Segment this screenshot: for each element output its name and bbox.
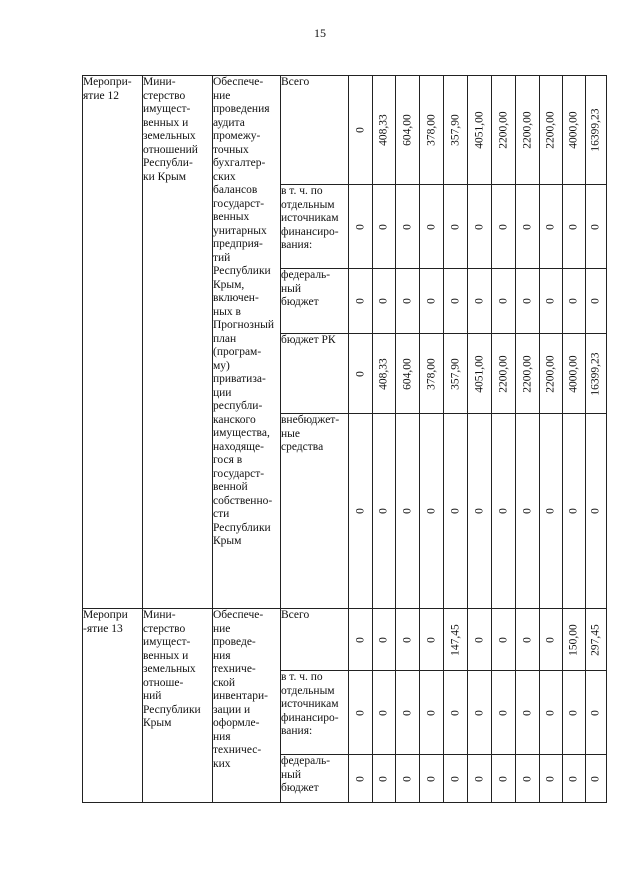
amount-cell xyxy=(516,269,540,334)
amount-cell xyxy=(396,334,420,414)
amount-cell xyxy=(540,334,563,414)
amount-value: 2200,00 xyxy=(496,354,509,393)
amount-value: 0 xyxy=(448,298,461,304)
amount-value: 0 xyxy=(544,709,557,716)
amount-value: 0 xyxy=(520,636,533,643)
amount-cell xyxy=(444,755,468,803)
amount-cell xyxy=(373,334,396,414)
amount-value: 0 xyxy=(377,636,390,643)
amount-cell xyxy=(373,609,396,671)
amount-value: 0 xyxy=(472,298,485,304)
amount-cell xyxy=(468,185,492,269)
amount-cell xyxy=(373,76,396,185)
amount-cell xyxy=(444,76,468,185)
amount-cell xyxy=(563,755,586,803)
amount-cell xyxy=(563,609,586,671)
amount-value: 0 xyxy=(353,223,366,230)
amount-value: 0 xyxy=(424,636,437,643)
amount-cell xyxy=(516,76,540,185)
amount-cell xyxy=(396,609,420,671)
amount-value: 2200,00 xyxy=(544,111,557,149)
amount-value: 0 xyxy=(496,709,509,716)
amount-value: 0 xyxy=(377,298,390,304)
amount-value: 0 xyxy=(377,709,390,716)
amount-cell xyxy=(468,334,492,414)
amount-value: 4051,00 xyxy=(472,354,485,393)
amount-value: 0 xyxy=(544,508,557,514)
amount-cell xyxy=(516,671,540,755)
amount-cell xyxy=(492,671,516,755)
amount-value: 357,90 xyxy=(448,114,461,146)
amount-cell xyxy=(444,185,468,269)
amount-value: 0 xyxy=(353,508,366,514)
amount-value: 0 xyxy=(377,775,390,782)
table-row xyxy=(83,609,607,671)
amount-cell xyxy=(373,185,396,269)
amount-value: 0 xyxy=(448,508,461,514)
amount-cell xyxy=(420,269,444,334)
amount-value: 0 xyxy=(520,508,533,514)
amount-cell xyxy=(540,76,563,185)
amount-value: 0 xyxy=(567,709,580,716)
amount-cell xyxy=(396,671,420,755)
amount-cell xyxy=(349,755,373,803)
amount-value: 0 xyxy=(400,709,413,716)
amount-cell xyxy=(349,334,373,414)
amount-value: 4051,00 xyxy=(472,111,485,149)
amount-cell xyxy=(444,334,468,414)
amount-cell xyxy=(349,609,373,671)
activity-description: Обеспече- ние проведения аудита промежу- точных бухгалтер- ских балансов государст- венных унитарных предприя- тий Республики Крым, включен- ных в Прогнозный план (програм- му) приватиза- ции республи- канского имущества, находяще- гося в государст- венной собственно- сти Республики Крым xyxy=(213,76,281,609)
amount-cell xyxy=(444,269,468,334)
amount-value: 0 xyxy=(496,298,509,304)
amount-cell xyxy=(540,414,563,609)
amount-cell xyxy=(540,671,563,755)
amount-cell xyxy=(349,671,373,755)
amount-value: 0 xyxy=(589,508,602,514)
amount-cell xyxy=(396,269,420,334)
amount-cell xyxy=(492,414,516,609)
amount-value: 0 xyxy=(496,223,509,230)
funding-source: федераль- ный бюджет xyxy=(281,755,349,803)
amount-cell xyxy=(492,185,516,269)
amount-value: 0 xyxy=(496,508,509,514)
amount-value: 0 xyxy=(448,223,461,230)
amount-value: 0 xyxy=(520,709,533,716)
amount-value: 0 xyxy=(472,508,485,514)
amount-cell xyxy=(563,334,586,414)
amount-value: 0 xyxy=(353,775,366,782)
amount-value: 0 xyxy=(377,508,390,514)
amount-value: 378,00 xyxy=(424,114,437,146)
amount-cell xyxy=(586,671,607,755)
activity-name: Меропри -ятие 13 xyxy=(83,609,143,803)
amount-value: 0 xyxy=(400,298,413,304)
amount-value: 357,90 xyxy=(448,357,461,390)
amount-cell xyxy=(420,76,444,185)
amount-cell xyxy=(373,755,396,803)
amount-value: 0 xyxy=(496,636,509,643)
amount-cell xyxy=(586,609,607,671)
amount-cell xyxy=(516,414,540,609)
amount-value: 0 xyxy=(567,223,580,230)
amount-cell xyxy=(586,185,607,269)
budget-table xyxy=(82,75,607,803)
amount-value: 604,00 xyxy=(400,357,413,390)
amount-cell xyxy=(396,76,420,185)
amount-value: 0 xyxy=(400,636,413,643)
amount-cell xyxy=(420,414,444,609)
amount-value: 0 xyxy=(544,636,557,643)
amount-value: 4000,00 xyxy=(567,354,580,393)
amount-cell xyxy=(492,76,516,185)
amount-cell xyxy=(373,671,396,755)
amount-value: 378,00 xyxy=(424,357,437,390)
amount-value: 0 xyxy=(589,298,602,304)
amount-value: 0 xyxy=(472,709,485,716)
amount-value: 0 xyxy=(424,508,437,514)
amount-cell xyxy=(540,269,563,334)
amount-cell xyxy=(563,414,586,609)
amount-cell xyxy=(444,414,468,609)
activity-description: Обеспече- ние проведе- ния техниче- ской инвентари- зации и оформле- ния техничес- ких xyxy=(213,609,281,803)
amount-cell xyxy=(586,755,607,803)
amount-value: 297,45 xyxy=(589,623,602,656)
amount-value: 0 xyxy=(400,508,413,514)
amount-value: 0 xyxy=(353,709,366,716)
amount-value: 0 xyxy=(424,223,437,230)
amount-value: 0 xyxy=(589,709,602,716)
table-row xyxy=(83,76,607,185)
amount-cell xyxy=(516,334,540,414)
amount-value: 2200,00 xyxy=(544,354,557,393)
amount-value: 0 xyxy=(520,223,533,230)
amount-cell xyxy=(396,185,420,269)
amount-value: 0 xyxy=(520,298,533,304)
amount-cell xyxy=(468,609,492,671)
amount-cell xyxy=(586,334,607,414)
amount-cell xyxy=(420,609,444,671)
amount-cell xyxy=(540,185,563,269)
amount-cell xyxy=(468,76,492,185)
amount-value: 0 xyxy=(424,298,437,304)
amount-value: 0 xyxy=(353,636,366,643)
funding-source: в т. ч. по отдельным источникам финансиро- вания: xyxy=(281,185,349,269)
table-body xyxy=(83,76,607,803)
amount-cell xyxy=(563,185,586,269)
funding-source: Всего xyxy=(281,609,349,671)
amount-value: 0 xyxy=(589,775,602,782)
amount-cell xyxy=(540,609,563,671)
amount-cell xyxy=(492,334,516,414)
page-number: 15 xyxy=(314,26,326,40)
funding-source: внебюджет- ные средства xyxy=(281,414,349,609)
amount-cell xyxy=(563,76,586,185)
amount-cell xyxy=(420,671,444,755)
amount-cell xyxy=(540,755,563,803)
amount-value: 0 xyxy=(544,223,557,230)
funding-source: в т. ч. по отдельным источникам финансиро- вания: xyxy=(281,671,349,755)
amount-cell xyxy=(516,609,540,671)
amount-value: 0 xyxy=(448,709,461,716)
activity-executor: Мини- стерство имущест- венных и земельных отношений Республи- ки Крым xyxy=(143,76,213,609)
amount-value: 0 xyxy=(496,775,509,782)
amount-cell xyxy=(563,269,586,334)
amount-value: 0 xyxy=(424,775,437,782)
amount-cell xyxy=(516,185,540,269)
amount-cell xyxy=(373,414,396,609)
funding-source: бюджет РК xyxy=(281,334,349,414)
amount-cell xyxy=(492,755,516,803)
amount-value: 16399,23 xyxy=(589,108,602,152)
amount-value: 0 xyxy=(400,775,413,782)
amount-cell xyxy=(444,609,468,671)
amount-value: 0 xyxy=(424,709,437,716)
amount-cell xyxy=(516,755,540,803)
amount-value: 0 xyxy=(472,223,485,230)
amount-value: 0 xyxy=(377,223,390,230)
amount-value: 408,33 xyxy=(377,114,390,146)
amount-cell xyxy=(468,671,492,755)
amount-value: 0 xyxy=(448,775,461,782)
funding-source: федераль- ный бюджет xyxy=(281,269,349,334)
amount-value: 0 xyxy=(520,775,533,782)
funding-source: Всего xyxy=(281,76,349,185)
amount-value: 150,00 xyxy=(567,623,580,656)
amount-value: 0 xyxy=(400,223,413,230)
amount-value: 604,00 xyxy=(400,114,413,146)
amount-value: 0 xyxy=(353,370,366,377)
amount-cell xyxy=(444,671,468,755)
amount-cell xyxy=(563,671,586,755)
amount-cell xyxy=(396,414,420,609)
amount-cell xyxy=(586,414,607,609)
amount-value: 0 xyxy=(589,223,602,230)
amount-value: 0 xyxy=(544,298,557,304)
amount-value: 0 xyxy=(472,636,485,643)
amount-value: 0 xyxy=(567,508,580,514)
amount-cell xyxy=(396,755,420,803)
amount-value: 4000,00 xyxy=(567,111,580,149)
amount-cell xyxy=(586,76,607,185)
amount-cell xyxy=(420,334,444,414)
amount-cell xyxy=(420,185,444,269)
amount-cell xyxy=(468,414,492,609)
amount-cell xyxy=(349,185,373,269)
amount-cell xyxy=(468,269,492,334)
amount-cell xyxy=(373,269,396,334)
amount-value: 2200,00 xyxy=(496,111,509,149)
amount-value: 2200,00 xyxy=(520,354,533,393)
activity-executor: Мини- стерство имущест- венных и земельных отноше- ний Республики Крым xyxy=(143,609,213,803)
activity-name: Меропри- ятие 12 xyxy=(83,76,143,609)
amount-cell xyxy=(468,755,492,803)
amount-cell xyxy=(349,269,373,334)
amount-value: 147,45 xyxy=(448,623,461,656)
amount-cell xyxy=(349,414,373,609)
amount-cell xyxy=(492,269,516,334)
amount-cell xyxy=(420,755,444,803)
amount-cell xyxy=(492,609,516,671)
amount-value: 0 xyxy=(567,298,580,304)
amount-value: 2200,00 xyxy=(520,111,533,149)
amount-value: 0 xyxy=(353,127,366,133)
amount-value: 16399,23 xyxy=(589,351,602,396)
amount-value: 0 xyxy=(353,298,366,304)
amount-cell xyxy=(586,269,607,334)
amount-value: 0 xyxy=(567,775,580,782)
amount-value: 408,33 xyxy=(377,357,390,390)
amount-cell xyxy=(349,76,373,185)
amount-value: 0 xyxy=(472,775,485,782)
amount-value: 0 xyxy=(544,775,557,782)
